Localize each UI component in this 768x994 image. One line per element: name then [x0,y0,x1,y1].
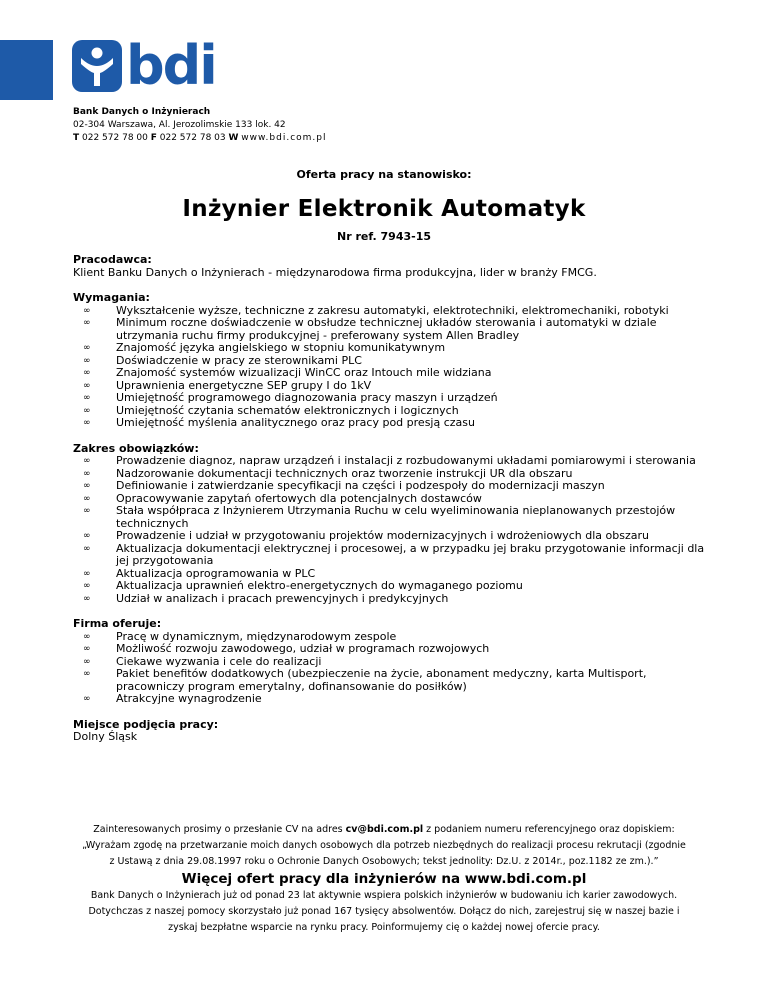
bullet-icon: ∞ [83,568,91,579]
list-item [73,317,713,342]
list-item-text: Znajomość systemów wizualizacji WinCC oraz Intouch mile widziana [116,366,492,379]
list-item-text: Możliwość rozwoju zawodowego, udział w programach rozwojowych [116,642,490,655]
list-item-text: Umiejętność czytania schematów elektronicznych i logicznych [116,403,459,417]
logo-text: bdi [126,34,216,97]
list-item-text: Aktualizacja oprogramowania w PLC [116,566,316,580]
bullet-icon: ∞ [83,493,91,504]
list-item-text: Minimum roczne doświadczenie w obsłudze technicznej układów sterowania i automatyki w dziale utrzymania ruchu firmy produkcyjnej - preferowany system Allen Bradley [116,316,657,342]
consent-line-1: „Wyrażam zgodę na przetwarzanie moich danych osobowych dla potrzeb niezbędnych do realizacji procesu rekrutacji (zgodnie [82,840,686,851]
list-item-text: Prowadzenie i udział w przygotowaniu projektów modernizacyjnych i wdrożeniowych dla obszaru [116,529,649,542]
list-item [73,668,713,693]
list-item-text: Doświadczenie w pracy ze sterownikami PLC [116,353,362,367]
bullet-icon: ∞ [83,694,91,704]
web-label: W [228,133,239,143]
list-item-text: Aktualizacja uprawnień elektro-energetycznych do wymaganego poziomu [116,579,523,592]
list-item-text: Atrakcyjne wynagrodzenie [116,692,262,705]
benefits-list [73,631,713,706]
bullet-icon: ∞ [83,355,91,366]
list-item [73,505,713,530]
street-address: 02-304 Warszawa, Al. Jerozolimskie 133 lok. 42 [73,120,286,130]
consent-line-2: z Ustawą z dnia 29.08.1997 roku o Ochronie Danych Osobowych; tekst jednolity: Dz.U. z 2014r., poz.1182 ze zm.).” [109,856,659,867]
location-text: Dolny Śląsk [73,730,138,743]
location-section [73,719,713,744]
bullet-icon: ∞ [83,481,91,491]
bullet-icon: ∞ [83,656,91,667]
bullet-icon: ∞ [83,343,91,353]
duties-title: Zakres obowiązków: [73,441,199,455]
duties-list [73,455,713,605]
location-title: Miejsce podjęcia pracy: [73,717,219,731]
bank-name: Bank Danych o Inżynierach [73,107,211,117]
list-item-text: Pakiet benefitów dodatkowych (ubezpieczenie na życie, abonament medyczny, karta Multisport, pracowniczy program emerytalny, dofinansowanie do posiłków) [116,667,647,693]
about-line-1: Bank Danych o Inżynierach już od ponad 23 lat aktywnie wspiera polskich inżynierów w budowaniu ich karier zawodowych. [90,890,678,901]
bullet-icon: ∞ [83,368,91,378]
list-item-text: Uprawnienia energetyczne SEP grupy I do 1kV [116,378,372,392]
about-line-2: Dotychczas z naszej pomocy skorzystało już ponad 167 tysięcy absolwentów. Dołącz do nich, zarejestruj się w naszej bazie i [88,906,680,917]
list-item-text: Nadzorowanie dokumentacji technicznych oraz tworzenie instrukcji UR dla obszaru [116,466,573,480]
requirements-section [73,292,713,430]
reference-number: Nr ref. 7943-15 [336,230,432,243]
list-item-text: Aktualizacja dokumentacji elektrycznej i procesowej, a w przypadku jej braku przygotowanie informacji dla jej przygotowania [116,541,705,567]
bullet-icon: ∞ [83,456,91,466]
bullet-icon: ∞ [83,593,91,604]
employer-section [73,254,713,279]
offer-title: Firma oferuje: [73,617,162,630]
requirements-list [73,305,713,430]
about-line-3: zyskaj bezpłatne wsparcie na rynku pracy. Poinformujemy cię o każdej nowej ofercie pracy. [168,922,600,933]
bullet-icon: ∞ [83,393,91,403]
company-address [73,106,327,145]
bullet-icon: ∞ [83,631,91,642]
bullet-icon: ∞ [83,418,91,428]
list-item [73,417,713,430]
bullet-icon: ∞ [83,531,91,541]
list-item-text: Udział w analizach i pracach prewencyjnych i predykcyjnych [116,591,449,605]
list-item-text: Stała współpraca z Inżynierem Utrzymania Ruchu w celu wyeliminowania nieplanowanych przestojów technicznych [116,504,676,530]
bullet-icon: ∞ [83,644,91,654]
bullet-icon: ∞ [83,669,91,679]
list-item-text: Prowadzenie diagnoz, napraw urządzeń i instalacji z rozbudowanymi układami pomiarowymi i sterowania [116,454,696,467]
list-item-text: Pracę w dynamicznym, międzynarodowym zespole [116,629,397,643]
employer-title: Pracodawca: [73,253,152,266]
list-item [73,593,713,606]
footer-apply-line [0,822,768,838]
contact-email-link[interactable]: cv@bdi.com.pl [345,824,424,835]
list-item-text: Opracowywanie zapytań ofertowych dla potencjalnych dostawców [116,491,482,505]
duties-section [73,443,713,606]
bullet-icon: ∞ [83,506,91,516]
person-heart-logo-icon [72,40,122,92]
list-item-text: Wykształcenie wyższe, techniczne z zakresu automatyki, elektrotechniki, elektromechaniki, robotyki [116,303,669,317]
footer-apply-text-end: z podaniem numeru referencyjnego oraz dopiskiem: [423,824,675,835]
bullet-icon: ∞ [83,318,91,328]
fax-label: F [150,133,157,143]
bullet-icon: ∞ [83,380,91,391]
bdi-logo [72,34,216,97]
list-item [73,543,713,568]
list-item-text: Definiowanie i zatwierdzanie specyfikacji na części i podzespoły do modernizacji maszyn [116,479,605,492]
employer-text: Klient Banku Danych o Inżynierach - międzynarodowa firma produkcyjna, lider w branży FMCG. [73,265,597,279]
bullet-icon: ∞ [83,543,91,554]
contact-line [73,132,327,145]
more-offers-link[interactable]: Więcej ofert pracy dla inżynierów na www.bdi.com.pl [181,871,587,887]
bullet-icon: ∞ [83,581,91,591]
list-item-text: Ciekawe wyzwania i cele do realizacji [116,654,322,668]
job-title: Inżynier Elektronik Automatyk [182,196,586,222]
bullet-icon: ∞ [83,305,91,316]
phone-number: 022 572 78 00 [82,133,148,143]
footer-apply-text: Zainteresowanych prosimy o przesłanie CV na adres [93,824,346,835]
phone-label: T [73,133,80,143]
offer-section [73,618,713,706]
web-address[interactable]: www.bdi.com.pl [241,133,327,143]
offer-content [73,254,713,757]
footer [0,822,768,936]
list-item [73,693,713,706]
offer-heading: Oferta pracy na stanowisko: [296,168,472,181]
bullet-icon: ∞ [83,405,91,416]
list-item-text: Znajomość języka angielskiego w stopniu komunikatywnym [116,341,446,354]
brand-color-bar [0,40,53,100]
requirements-title: Wymagania: [73,291,150,304]
bullet-icon: ∞ [83,468,91,479]
list-item-text: Umiejętność myślenia analitycznego oraz pracy pod presją czasu [116,416,475,429]
fax-number: 022 572 78 03 [159,133,226,143]
list-item-text: Umiejętność programowego diagnozowania pracy maszyn i urządzeń [116,391,498,404]
